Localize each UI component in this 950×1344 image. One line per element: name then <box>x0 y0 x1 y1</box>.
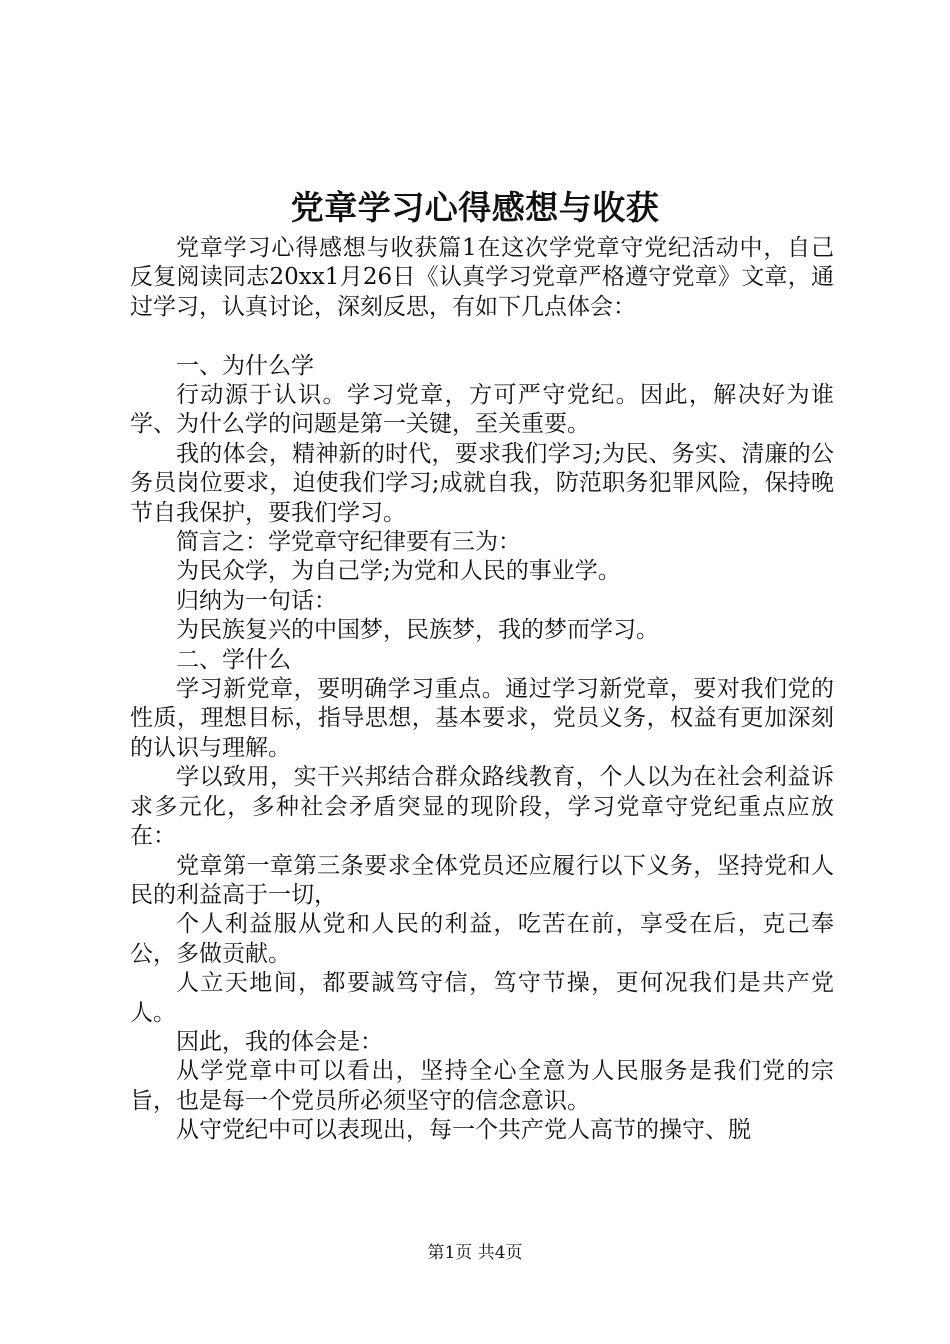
paragraph: 归纳为一句话： <box>176 587 337 614</box>
paragraph: 从守党纪中可以表现出，每一个共产党人高节的操守、脱 <box>176 1117 751 1144</box>
paragraph: 为民众学，为自己学;为党和人民的事业学。 <box>176 558 621 585</box>
paragraph: 行动源于认识。学习党章，方可严守党纪。因此，解决好为谁学、为什么学的问题是第一关键，至关重要。 <box>130 382 834 438</box>
paragraph: 从学党章中可以看出，坚持全心全意为人民服务是我们党的宗旨，也是每一个党员所必须坚守的信念意识。 <box>130 1058 834 1114</box>
paragraph: 个人利益服从党和人民的利益，吃苦在前，享受在后，克己奉公，多做贡献。 <box>130 911 834 967</box>
document-title: 党章学习心得感想与收获 <box>290 188 660 227</box>
paragraph: 学以致用，实干兴邦结合群众路线教育，个人以为在社会利益诉求多元化，多种社会矛盾突显的现阶段，学习党章守党纪重点应放在： <box>130 764 834 850</box>
page-number-footer: 第1页 共4页 <box>427 1243 523 1263</box>
section-heading: 二、学什么 <box>176 646 291 673</box>
document-body <box>130 234 834 1146</box>
paragraph: 因此，我的体会是： <box>176 1028 383 1055</box>
section-heading: 一、为什么学 <box>176 352 314 379</box>
paragraph: 学习新党章，要明确学习重点。通过学习新党章，要对我们党的性质，理想目标，指导思想，基本要求，党员义务，权益有更加深刻的认识与理解。 <box>130 676 834 761</box>
paragraph: 党章第一章第三条要求全体党员还应履行以下义务，坚持党和人民的利益高于一切， <box>130 852 834 908</box>
paragraph: 人立天地间，都要誠笃守信，笃守节操，更何况我们是共产党人。 <box>130 970 834 1026</box>
paragraph: 为民族复兴的中国梦，民族梦，我的梦而学习。 <box>176 617 659 644</box>
paragraph: 简言之：学党章守纪律要有三为： <box>176 529 521 556</box>
paragraph: 党章学习心得感想与收获篇1在这次学党章守党纪活动中，自己反复阅读同志20xx1月26日《认真学习党章严格遵守党章》文章，通过学习，认真讨论，深刻反思，有如下几点体会： <box>130 235 834 320</box>
blank-line <box>130 322 834 351</box>
paragraph: 我的体会，精神新的时代，要求我们学习;为民、务实、清廉的公务员岗位要求，迫使我们学习;成就自我，防范职务犯罪风险，保持晚节自我保护，要我们学习。 <box>130 440 834 526</box>
